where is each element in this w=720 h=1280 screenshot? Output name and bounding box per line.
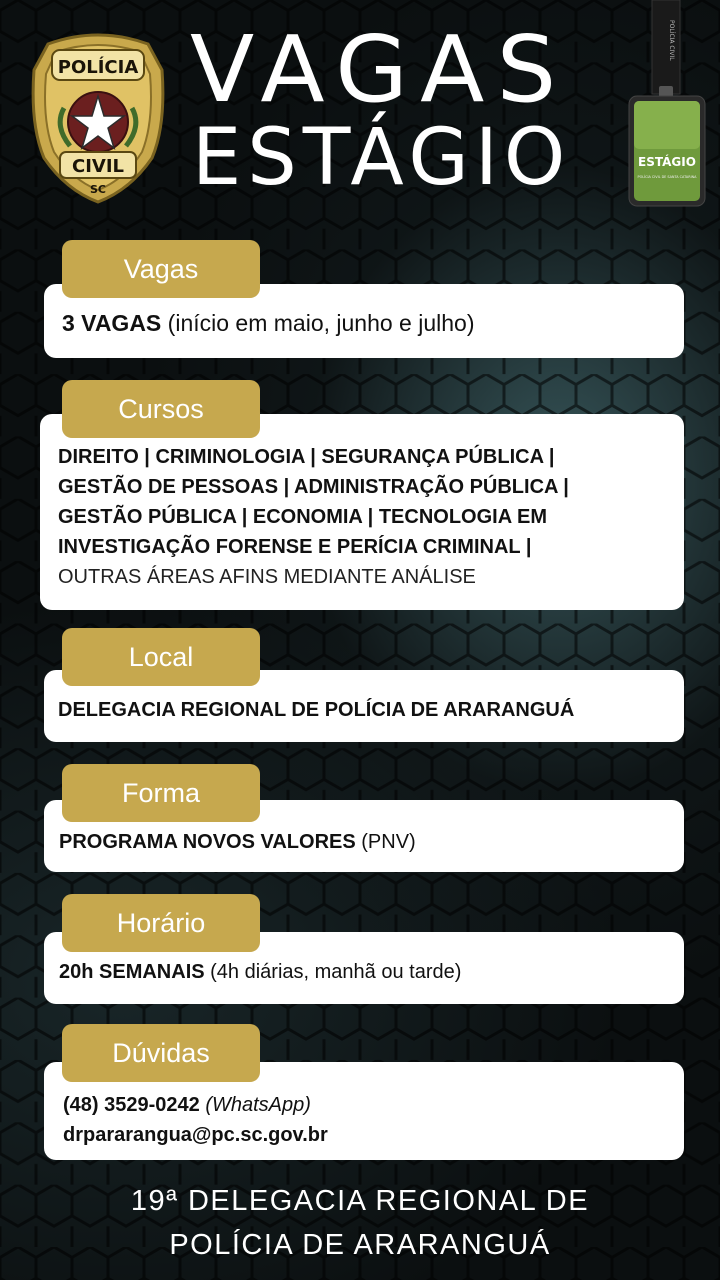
forma-tab: Forma bbox=[62, 764, 260, 822]
policia-civil-badge-icon bbox=[30, 30, 166, 206]
cursos-tab: Cursos bbox=[62, 380, 260, 438]
duvidas-tab: Dúvidas bbox=[62, 1024, 260, 1082]
title-estagio: ESTÁGIO bbox=[192, 113, 572, 203]
vagas-text bbox=[62, 308, 684, 338]
cursos-line-2: GESTÃO DE PESSOAS | ADMINISTRAÇÃO PÚBLICA | bbox=[58, 476, 569, 498]
vagas-tab: Vagas bbox=[62, 240, 260, 298]
duvidas-phone[interactable]: (48) 3529-0242 bbox=[63, 1094, 200, 1116]
forma-program: PROGRAMA NOVOS VALORES bbox=[59, 831, 356, 853]
vagas-details: (início em maio, junho e julho) bbox=[161, 310, 475, 336]
horario-hours: 20h SEMANAIS bbox=[59, 961, 205, 983]
title-vagas: VAGAS bbox=[190, 16, 569, 123]
estagio-id-card-icon bbox=[626, 0, 708, 214]
lanyard-card-text: ESTÁGIO bbox=[638, 155, 696, 169]
cursos-line-5: OUTRAS ÁREAS AFINS MEDIANTE ANÁLISE bbox=[58, 566, 476, 588]
duvidas-whatsapp-note: (WhatsApp) bbox=[199, 1094, 311, 1116]
lanyard-card-subtext: POLÍCIA CIVIL DE SANTA CATARINA bbox=[637, 175, 697, 179]
duvidas-phone-line bbox=[63, 1090, 684, 1120]
footer-line-1: 19ª DELEGACIA REGIONAL DE bbox=[130, 1185, 590, 1217]
cursos-line-4: INVESTIGAÇÃO FORENSE E PERÍCIA CRIMINAL | bbox=[58, 536, 532, 558]
footer-line-2: POLÍCIA DE ARARANGUÁ bbox=[169, 1229, 551, 1261]
forma-text bbox=[59, 827, 684, 857]
lanyard-strap-text: POLÍCIA CIVIL bbox=[668, 20, 675, 61]
vagas-count: 3 VAGAS bbox=[62, 310, 162, 336]
cursos-box bbox=[40, 414, 684, 610]
duvidas-email[interactable]: drpararangua@pc.sc.gov.br bbox=[63, 1124, 328, 1146]
forma-acronym: (PNV) bbox=[355, 831, 416, 853]
horario-tab: Horário bbox=[62, 894, 260, 952]
badge-top-text: POLÍCIA bbox=[57, 57, 139, 78]
local-tab: Local bbox=[62, 628, 260, 686]
horario-details: (4h diárias, manhã ou tarde) bbox=[204, 961, 462, 983]
cursos-line-1: DIREITO | CRIMINOLOGIA | SEGURANÇA PÚBLICA | bbox=[58, 446, 555, 468]
cursos-line-3: GESTÃO PÚBLICA | ECONOMIA | TECNOLOGIA EM bbox=[58, 506, 547, 528]
badge-state-text: SC bbox=[90, 183, 106, 196]
badge-bottom-text: CIVIL bbox=[71, 156, 125, 177]
horario-text bbox=[59, 957, 684, 987]
local-text: DELEGACIA REGIONAL DE POLÍCIA DE ARARANGUÁ bbox=[58, 699, 575, 721]
